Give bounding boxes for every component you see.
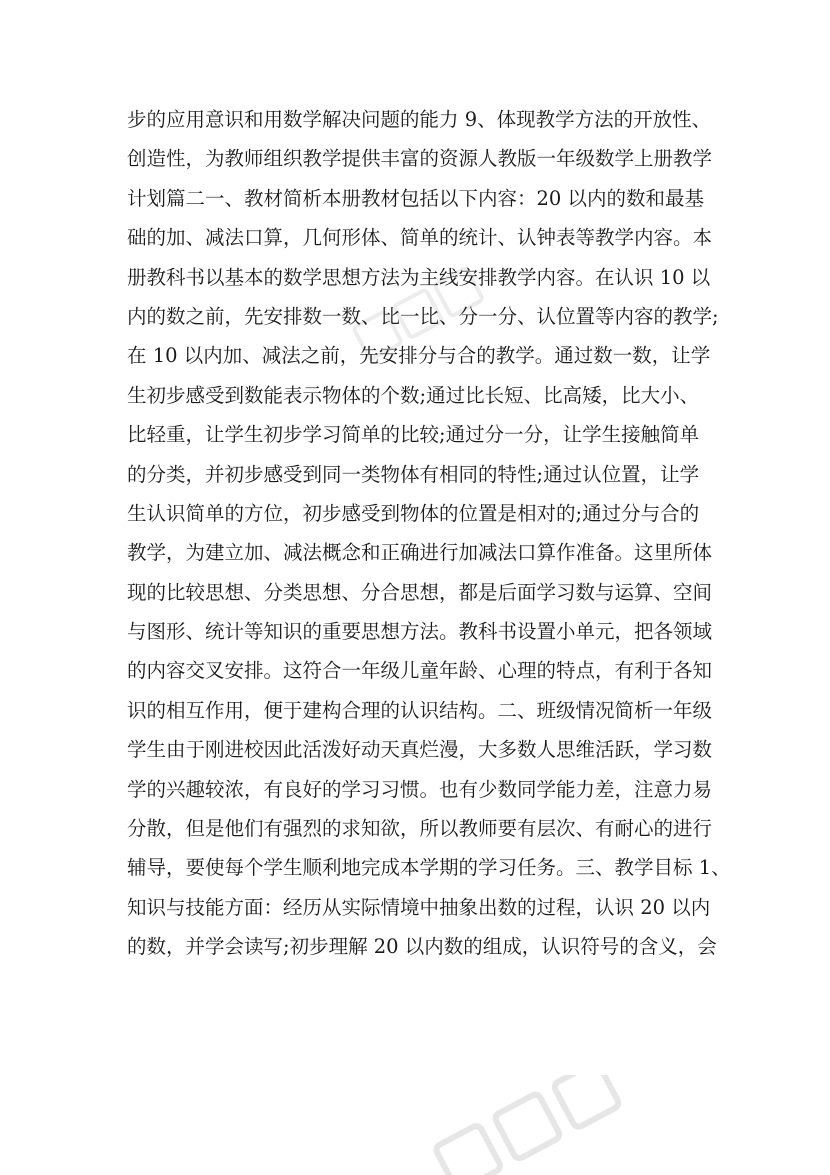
text-line: 现的比较思想、分类思想、分合思想，都是后面学习数与运算、空间 [127, 580, 713, 604]
text-line: 的内容交叉安排。这符合一年级儿童年龄、心理的特点，有利于各知 [127, 659, 713, 683]
text-line: 础的加、减法口算，几何形体、简单的统计、认钟表等教学内容。本 [127, 226, 713, 250]
text-line: 学生由于刚进校因此活泼好动天真烂漫，大多数人思维活跃，学习数 [127, 738, 713, 762]
text-line: 生初步感受到数能表示物体的个数;通过比长短、比高矮，比大小、 [127, 383, 700, 407]
text-line: 识的相互作用，便于建构合理的认识结构。二、班级情况简析一年级 [127, 698, 713, 722]
text-line: 的数，并学会读写;初步理解 20 以内数的组成，认识符号的含义，会 [127, 935, 717, 959]
text-line: 册教科书以基本的数学思想方法为主线安排教学内容。在认识 10 以 [127, 265, 711, 289]
text-line: 计划篇二一、教材简析本册教材包括以下内容：20 以内的数和最基 [127, 186, 705, 210]
text-line: 与图形、统计等知识的重要思想方法。教科书设置小单元，把各领域 [127, 620, 713, 644]
text-line: 生认识简单的方位，初步感受到物体的位置是相对的;通过分与合的 [127, 501, 700, 525]
watermark-bottom-icon [420, 1075, 640, 1175]
body-text [127, 100, 731, 967]
text-line: 在 10 以内加、减法之前，先安排分与合的教学。通过数一数，让学 [127, 344, 711, 368]
text-line: 知识与技能方面：经历从实际情境中抽象出数的过程，认识 20 以内 [127, 895, 711, 919]
text-line: 创造性，为教师组织教学提供丰富的资源人教版一年级数学上册教学 [127, 147, 713, 171]
text-line: 分散，但是他们有强烈的求知欲，所以教师要有层次、有耐心的进行 [127, 817, 713, 841]
text-line: 的分类，并初步感受到同一类物体有相同的特性;通过认位置，让学 [127, 462, 700, 486]
text-line: 比轻重，让学生初步学习简单的比较;通过分一分，让学生接触简单 [127, 423, 700, 447]
text-line: 内的数之前，先安排数一数、比一比、分一分、认位置等内容的教学; [127, 304, 719, 328]
text-line: 学的兴趣较浓，有良好的学习习惯。也有少数同学能力差，注意力易 [127, 777, 713, 801]
text-line: 步的应用意识和用数学解决问题的能力 9、体现教学方法的开放性、 [127, 108, 712, 131]
text-line: 辅导，要使每个学生顺利地完成本学期的学习任务。三、教学目标 1、 [127, 856, 731, 880]
watermark-bottom [420, 1075, 640, 1175]
text-line: 教学，为建立加、减法概念和正确进行加减法口算作准备。这里所体 [127, 541, 713, 565]
